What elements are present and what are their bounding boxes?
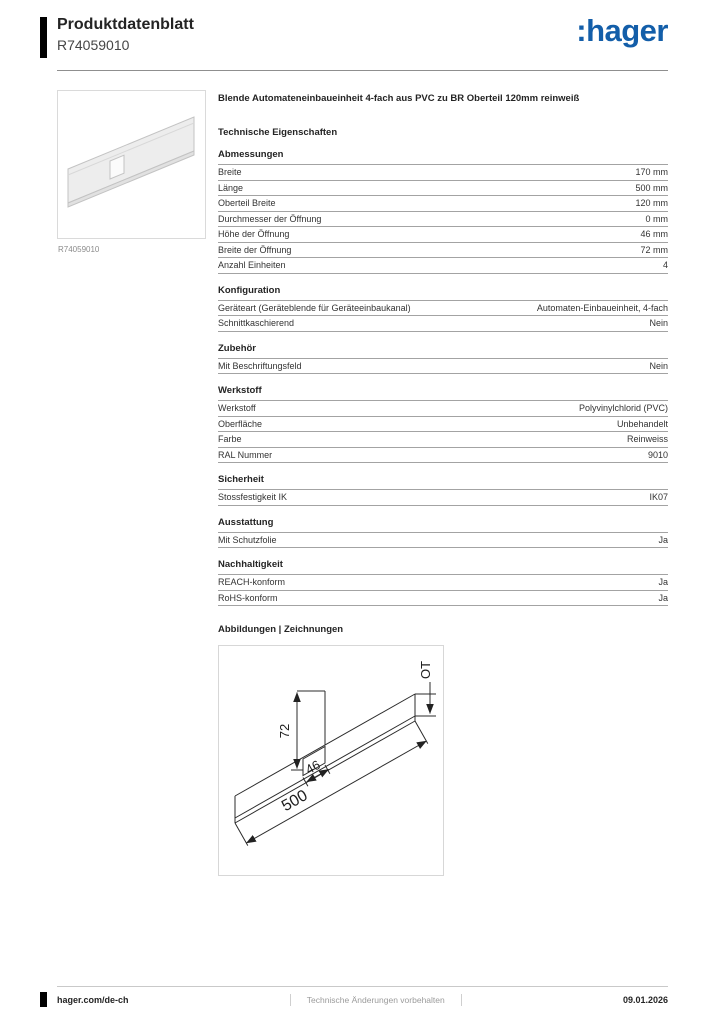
spec-label: Höhe der Öffnung [218,229,290,240]
spec-label: Oberteil Breite [218,198,276,209]
spec-row [218,533,668,549]
spec-rows [218,358,668,375]
spec-row [218,227,668,243]
spec-label: Breite der Öffnung [218,244,292,255]
spec-label: Stossfestigkeit IK [218,492,288,503]
product-reference: R74059010 [57,37,130,53]
spec-label: Geräteart (Geräteblende für Geräteeinbaukanal) [218,302,411,313]
product-thumbnail-drawing [58,91,205,238]
spec-value: Polyvinylchlorid (PVC) [578,403,668,414]
spec-value: Reinweiss [626,434,668,445]
spec-rows [218,532,668,549]
header-divider [57,70,668,71]
spec-label: Mit Beschriftungsfeld [218,360,302,371]
spec-row [218,243,668,259]
page-title: Produktdatenblatt [57,16,194,33]
spec-section [218,517,668,549]
technical-sections [218,149,668,606]
spec-label: RAL Nummer [218,449,273,460]
spec-section-title: Ausstattung [218,516,274,528]
spec-row [218,196,668,212]
spec-section [218,559,668,606]
spec-label: Länge [218,182,244,193]
spec-value: Automaten-Einbaueinheit, 4-fach [536,302,668,313]
spec-row [218,417,668,433]
spec-label: RoHS-konform [218,592,278,603]
spec-value: 500 mm [635,182,668,193]
spec-rows [218,164,668,274]
technical-heading: Technische Eigenschaften [218,127,338,139]
hager-logo: :hager [576,13,668,48]
spec-section [218,343,668,375]
spec-label: Schnittkaschierend [218,318,295,329]
spec-section [218,474,668,506]
spec-section-title: Werkstoff [218,385,262,397]
footer [57,994,668,1006]
spec-value: 4 [662,260,668,271]
footer-date: 09.01.2026 [622,995,668,1005]
crop-mark-bottom [40,992,47,1007]
spec-row [218,181,668,197]
footer-legal-note: Technische Änderungen vorbehalten [290,994,462,1006]
spec-row [218,359,668,375]
spec-row [218,448,668,464]
spec-label: Anzahl Einheiten [218,260,286,271]
spec-section [218,149,668,274]
drawings-heading: Abbildungen | Zeichnungen [218,624,344,636]
spec-value: 120 mm [635,198,668,209]
spec-section-title: Abmessungen [218,149,284,161]
spec-row [218,575,668,591]
spec-section-title: Nachhaltigkeit [218,559,283,571]
spec-value: 170 mm [635,167,668,178]
dim-label-length: 500 [278,787,311,816]
spec-row [218,591,668,607]
spec-rows [218,400,668,463]
spec-rows [218,574,668,606]
spec-label: Farbe [218,434,242,445]
spec-value: Ja [658,592,668,603]
spec-label: Oberfläche [218,418,263,429]
spec-row [218,316,668,332]
spec-label: Durchmesser der Öffnung [218,213,322,224]
content-column [218,92,668,876]
spec-value: 46 mm [640,229,668,240]
spec-value: IK07 [649,492,668,503]
spec-row [218,401,668,417]
spec-label: Mit Schutzfolie [218,534,277,545]
spec-row [218,301,668,317]
spec-row [218,258,668,274]
dim-label-opening-height: 46 [302,757,323,778]
dim-label-opening-width: 72 [277,724,292,739]
spec-rows [218,300,668,332]
product-title: Blende Automateneinbaueinheit 4-fach aus PVC zu BR Oberteil 120mm reinweiß [218,93,580,104]
spec-section-title: Sicherheit [218,474,264,486]
spec-row [218,212,668,228]
spec-value: Ja [658,534,668,545]
spec-value: 0 mm [645,213,668,224]
spec-rows [218,489,668,506]
footer-divider [57,986,668,987]
technical-drawing [218,645,444,876]
product-thumbnail [57,90,206,239]
footer-website-link[interactable]: hager.com/de-ch [57,995,129,1005]
crop-mark-top [40,17,47,58]
spec-section-title: Zubehör [218,342,256,354]
dimension-drawing [219,646,443,875]
spec-row [218,432,668,448]
spec-label: Breite [218,167,242,178]
spec-section [218,285,668,332]
spec-value: Nein [649,360,668,371]
header [57,13,668,70]
spec-row [218,490,668,506]
spec-value: 72 mm [640,244,668,255]
spec-section-title: Konfiguration [218,284,281,296]
spec-value: Nein [649,318,668,329]
spec-label: REACH-konform [218,577,286,588]
spec-row [218,165,668,181]
spec-label: Werkstoff [218,403,256,414]
spec-section [218,385,668,463]
dim-label-oberteil: OT [418,661,433,680]
spec-value: Unbehandelt [616,418,668,429]
spec-value: 9010 [647,449,668,460]
spec-value: Ja [658,577,668,588]
thumbnail-caption: R74059010 [58,245,100,254]
